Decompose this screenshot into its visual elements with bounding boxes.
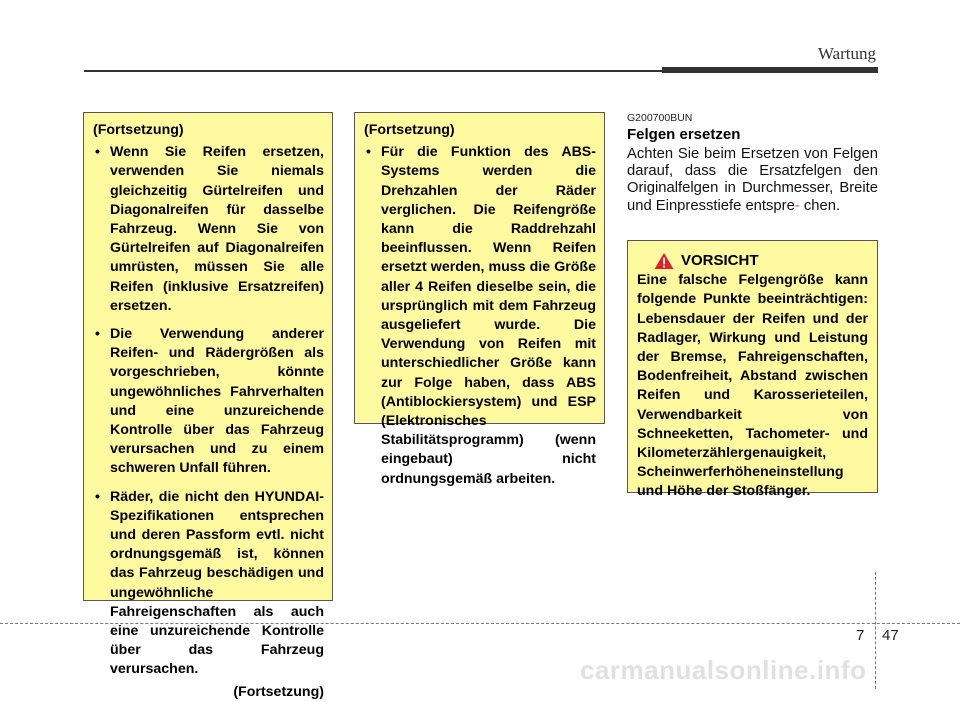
warning-box-tires bbox=[83, 112, 333, 700]
warning-box-abs bbox=[354, 112, 605, 487]
section-heading: Felgen ersetzen bbox=[627, 126, 741, 143]
continued-label-top: (Fortsetzung) bbox=[364, 122, 455, 138]
continued-label-top: (Fortsetzung) bbox=[93, 122, 184, 138]
section-title: Wartung bbox=[817, 44, 876, 63]
continued-label-bottom: (Fortsetzung) bbox=[233, 683, 324, 700]
caution-header bbox=[653, 251, 868, 270]
section-paragraph bbox=[627, 146, 878, 215]
footer-rule bbox=[0, 623, 960, 624]
bullet-item: • Wenn Sie Reifen ersetzen, verwenden Sie niemals gleichzeitig Gürtelreifen und Diagonalreifen für dasselbe Fahrzeug. Wenn Sie von Gürtelreifen auf Diagonalreifen umrüsten, müssen Sie alle Reifen (inklusive Ersatzreifen) ersetzen. bbox=[93, 143, 324, 316]
header-rule-thick bbox=[662, 67, 878, 73]
caution-body: Eine falsche Felgengröße kann folgende Punkte beeinträchtigen: Lebensdauer der Reifen und der Radlager, Wirkung und Leistung der Bremse, Fahreigenschaften, Bodenfreiheit, Abstand zwischen Reifen und Karosserieteilen, Verwendbarkeit von Schneeketten, Tachometer- und Kilometerzählergenauigkeit, Scheinwerferhöheneinstellung und Höhe der Stoßfänger. bbox=[637, 272, 868, 500]
bullet-item: • Räder, die nicht den HYUNDAI-Spezifikationen entsprechen und deren Passform evtl. nicht ordnungsgemäß ist, können das Fahrzeug beschädigen und ungewöhnliche Fahreigenschaften als auch eine unzureichende Kontrolle über das Fahrzeug verursachen. bbox=[93, 488, 324, 680]
bullet-item: • Die Verwendung anderer Reifen- und Rädergrößen als vorgeschrieben, könnte ungewöhnliches Fahrverhalten und eine unzureichende Kontrolle über das Fahrzeug verursachen und zu einem schweren Unfall führen. bbox=[93, 325, 324, 479]
bullet-list bbox=[93, 143, 324, 679]
warning-triangle-icon bbox=[653, 252, 675, 270]
bullet-item: • Für die Funktion des ABS-Systems werden die Drehzahlen der Räder verglichen. Die Reifengröße kann die Raddrehzahl beeinflussen. Wenn Reifen ersetzt werden, muss die Größe aller 4 Reifen dieselbe sein, die ursprünglich mit dem Fahrzeug ausgeliefert wurde. Die Verwendung von Reifen mit unterschiedlicher Größe kann zur Folge haben, dass ABS (Antiblockiersystem) und ESP (Elektronisches Stabilitätsprogramm) (wenn eingebaut) nicht ordnungsgemäß arbeiten. bbox=[364, 143, 596, 489]
caution-box bbox=[627, 240, 878, 500]
bullet-list bbox=[364, 143, 596, 489]
chapter-number: 7 bbox=[856, 627, 865, 644]
header-rule bbox=[84, 70, 664, 72]
paragraph-text: Achten Sie beim Ersetzen von Felgen darauf, dass die Ersatzfelgen den Originalfelgen in Durchmesser, Breite und Einpresstiefe entspre bbox=[627, 146, 878, 214]
watermark: carmanualsonline.info bbox=[580, 655, 867, 685]
page-number: 47 bbox=[882, 627, 899, 644]
caution-title: VORSICHT bbox=[681, 252, 759, 269]
paragraph-hyphen: - bbox=[794, 197, 800, 214]
footer-divider bbox=[875, 572, 876, 689]
section-code: G200700BUN bbox=[627, 112, 693, 124]
paragraph-text-end: chen. bbox=[803, 197, 841, 214]
